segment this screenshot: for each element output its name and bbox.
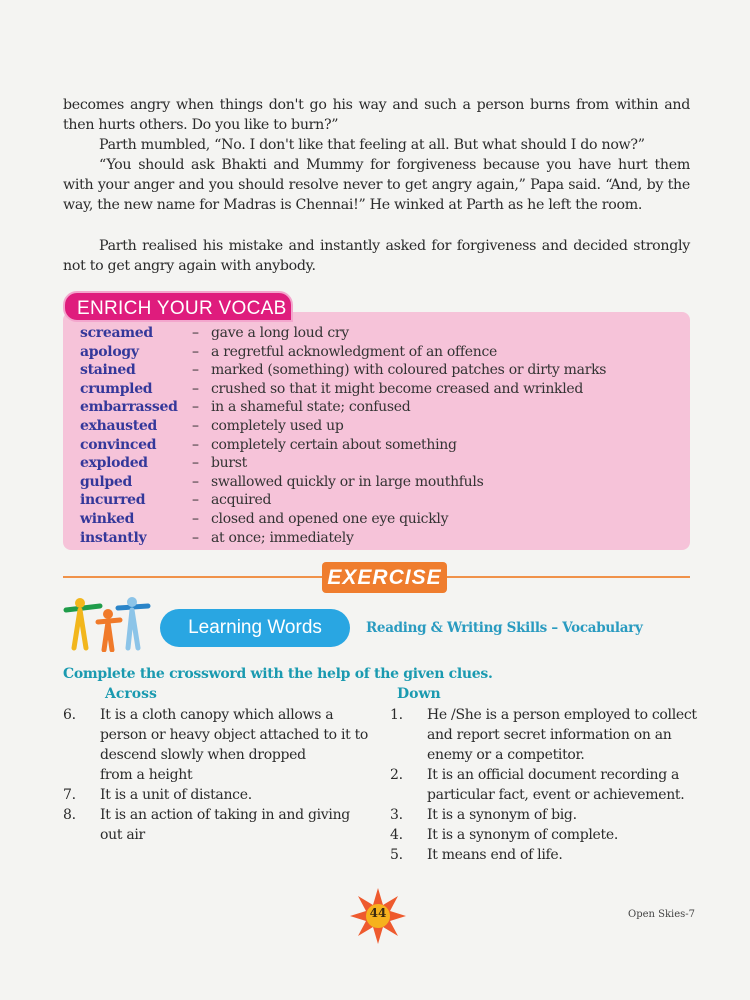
vocab-heading: ENRICH YOUR VOCAB <box>63 291 293 322</box>
vocab-definition: acquired <box>211 492 272 509</box>
vocab-definition: completely used up <box>211 418 344 434</box>
skills-subtitle: Reading & Writing Skills – Vocabulary <box>366 620 643 636</box>
clue-text: descend slowly when dropped <box>100 747 306 763</box>
clue-number: 8. <box>63 807 76 823</box>
story-paragraph: becomes angry when things don't go his way and such a person burns from within and then hurts others. Do you like to burn?” <box>63 97 690 134</box>
clue-number: 3. <box>390 807 403 823</box>
vocab-definition: gave a long loud cry <box>211 325 349 341</box>
clue-text: It means end of life. <box>427 847 563 863</box>
clue-text: It is a unit of distance. <box>100 787 252 803</box>
story-paragraph: “You should ask Bhakti and Mummy for forgiveness because you have hurt them with your anger and you should resolve never to get angry again,” Papa said. “And, by the way, the new name for Madras is Chennai!” He winked at Parth as he left the room. <box>63 157 690 214</box>
vocab-word: stained <box>80 362 136 379</box>
dash: – <box>192 399 199 416</box>
clue-text: particular fact, event or achievement. <box>427 787 685 803</box>
exercise-banner: EXERCISE <box>322 562 447 593</box>
dash: – <box>192 492 199 509</box>
vocab-word: exploded <box>80 455 148 472</box>
story-paragraph: Parth realised his mistake and instantly asked for forgiveness and decided strongly not to get angry again with anybody. <box>63 238 690 275</box>
vocab-definition: at once; immediately <box>211 529 354 546</box>
book-title: Open Skies-7 <box>628 909 696 920</box>
learning-words-banner: Learning Words <box>160 609 350 647</box>
clue-text: and report secret information on an <box>427 727 672 743</box>
clue-number: 6. <box>63 707 76 723</box>
vocab-word: gulped <box>80 473 132 490</box>
clue-text: enemy or a competitor. <box>427 747 585 763</box>
across-heading: Across <box>105 686 157 702</box>
dash: – <box>192 418 199 434</box>
page-number: 44 <box>369 906 387 920</box>
clue-text: from a height <box>100 767 193 783</box>
vocab-word: incurred <box>80 492 146 509</box>
vocab-word: instantly <box>80 529 147 546</box>
clue-text: It is an action of taking in and giving <box>100 807 350 823</box>
vocab-definition: burst <box>211 455 247 472</box>
clue-text: He /She is a person employed to collect <box>427 707 697 723</box>
dash: – <box>192 325 199 341</box>
story-paragraph: Parth mumbled, “No. I don't like that feeling at all. But what should I do now?” <box>99 137 645 153</box>
down-heading: Down <box>397 686 441 702</box>
clue-number: 7. <box>63 787 76 803</box>
clue-number: 2. <box>390 767 403 783</box>
instruction: Complete the crossword with the help of the given clues. <box>63 666 493 682</box>
vocab-definition: a regretful acknowledgment of an offence <box>211 343 497 360</box>
vocab-word: convinced <box>80 436 157 453</box>
children-icon <box>60 596 152 652</box>
clue-number: 1. <box>390 707 403 723</box>
clue-text: person or heavy object attached to it to <box>100 727 369 743</box>
dash: – <box>192 362 199 379</box>
clue-text: It is a synonym of complete. <box>427 827 618 843</box>
vocab-definition: completely certain about something <box>211 436 457 453</box>
dash: – <box>192 455 199 472</box>
dash: – <box>192 380 199 397</box>
vocab-definition: marked (something) with coloured patches or dirty marks <box>211 362 607 379</box>
vocab-word: exhausted <box>80 418 158 434</box>
vocab-word: winked <box>80 511 135 527</box>
clue-text: It is an official document recording a <box>427 767 680 783</box>
vocab-definition: swallowed quickly or in large mouthfuls <box>211 473 484 490</box>
clue-number: 5. <box>390 847 403 863</box>
clue-text: It is a cloth canopy which allows a <box>100 707 334 723</box>
vocab-definition: closed and opened one eye quickly <box>211 511 449 527</box>
vocab-word: apology <box>80 343 139 360</box>
vocab-definition: in a shameful state; confused <box>211 399 411 416</box>
dash: – <box>192 511 199 527</box>
clue-number: 4. <box>390 827 403 843</box>
dash: – <box>192 473 199 490</box>
dash: – <box>192 436 199 453</box>
clue-text: It is a synonym of big. <box>427 807 577 823</box>
vocab-word: screamed <box>80 325 153 341</box>
clue-text: out air <box>100 827 145 843</box>
dash: – <box>192 343 199 360</box>
vocab-definition: crushed so that it might become creased and wrinkled <box>211 380 584 397</box>
dash: – <box>192 529 199 546</box>
vocab-word: embarrassed <box>80 399 178 416</box>
vocab-word: crumpled <box>80 380 153 397</box>
